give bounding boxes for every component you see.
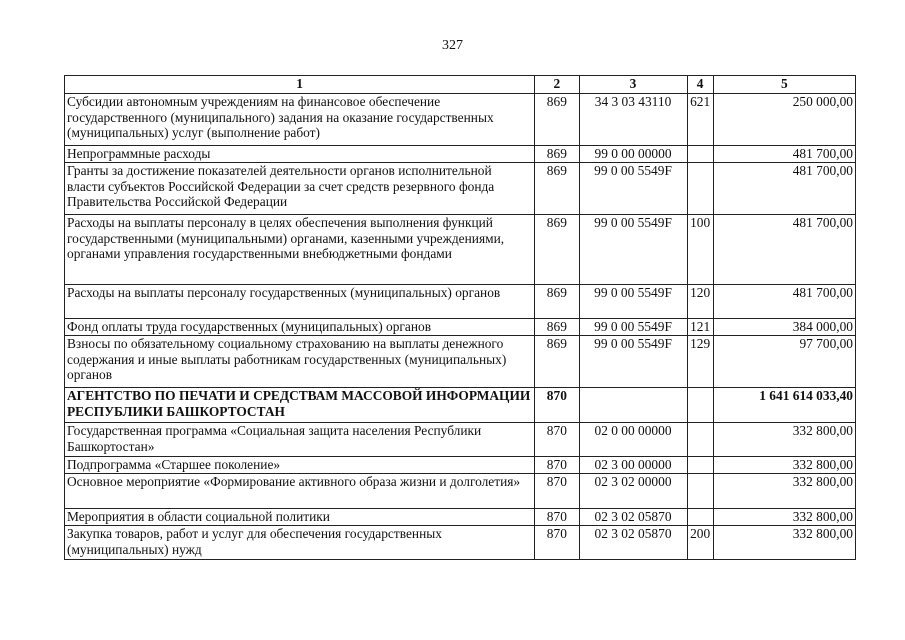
cell-sum: 481 700,00 (713, 146, 855, 163)
cell-type: 129 (687, 336, 713, 388)
cell-sum: 1 641 614 033,40 (713, 388, 855, 423)
cell-csr: 02 0 00 00000 (579, 423, 687, 457)
cell-code: 869 (535, 285, 579, 319)
cell-sum: 384 000,00 (713, 319, 855, 336)
cell-type: 121 (687, 319, 713, 336)
cell-sum: 332 800,00 (713, 526, 855, 560)
cell-sum: 250 000,00 (713, 94, 855, 146)
cell-code: 870 (535, 526, 579, 560)
cell-name: Закупка товаров, работ и услуг для обеспечения государственных (муниципальных) нужд (65, 526, 535, 560)
cell-code: 869 (535, 94, 579, 146)
cell-type (687, 163, 713, 215)
budget-table (64, 75, 856, 560)
cell-csr: 99 0 00 5549F (579, 285, 687, 319)
header-col-name: 1 (65, 76, 535, 94)
cell-sum: 97 700,00 (713, 336, 855, 388)
cell-name: Расходы на выплаты персоналу в целях обеспечения выполнения функций государственными (муниципальными) органами, казенными учреждениями, органами управления государственными внебюджетными фондами (65, 215, 535, 285)
cell-csr: 99 0 00 5549F (579, 163, 687, 215)
cell-csr: 99 0 00 5549F (579, 215, 687, 285)
header-col-csr: 3 (579, 76, 687, 94)
cell-csr: 02 3 02 05870 (579, 509, 687, 526)
cell-code: 870 (535, 509, 579, 526)
table-row (65, 146, 856, 163)
cell-code: 870 (535, 388, 579, 423)
cell-code: 870 (535, 474, 579, 509)
cell-csr: 02 3 02 00000 (579, 474, 687, 509)
cell-code: 869 (535, 146, 579, 163)
cell-code: 870 (535, 423, 579, 457)
cell-type (687, 509, 713, 526)
header-col-type: 4 (687, 76, 713, 94)
cell-name: АГЕНТСТВО ПО ПЕЧАТИ И СРЕДСТВАМ МАССОВОЙ ИНФОРМАЦИИ РЕСПУБЛИКИ БАШКОРТОСТАН (65, 388, 535, 423)
cell-sum: 332 800,00 (713, 423, 855, 457)
cell-csr: 99 0 00 5549F (579, 319, 687, 336)
cell-csr (579, 388, 687, 423)
cell-type (687, 146, 713, 163)
cell-code: 869 (535, 319, 579, 336)
cell-code: 870 (535, 457, 579, 474)
table-row (65, 423, 856, 457)
cell-sum: 332 800,00 (713, 509, 855, 526)
cell-name: Мероприятия в области социальной политики (65, 509, 535, 526)
cell-code: 869 (535, 336, 579, 388)
table-row (65, 94, 856, 146)
cell-csr: 02 3 00 00000 (579, 457, 687, 474)
table-row (65, 319, 856, 336)
header-col-sum: 5 (713, 76, 855, 94)
cell-name: Непрограммные расходы (65, 146, 535, 163)
cell-name: Гранты за достижение показателей деятельности органов исполнительной власти субъектов Российской Федерации за счет средств резервного фонда Правительства Российской Федерации (65, 163, 535, 215)
page-number: 327 (442, 38, 463, 53)
cell-type: 200 (687, 526, 713, 560)
table-row (65, 285, 856, 319)
table-row (65, 336, 856, 388)
table-row-agency (65, 388, 856, 423)
cell-csr: 34 3 03 43110 (579, 94, 687, 146)
cell-name: Государственная программа «Социальная защита населения Республики Башкортостан» (65, 423, 535, 457)
cell-name: Основное мероприятие «Формирование активного образа жизни и долголетия» (65, 474, 535, 509)
cell-code: 869 (535, 215, 579, 285)
table-row (65, 163, 856, 215)
cell-name: Субсидии автономным учреждениям на финансовое обеспечение государственного (муниципального) задания на оказание государственных (муниципальных) услуг (выполнение работ) (65, 94, 535, 146)
table-row (65, 474, 856, 509)
cell-name: Подпрограмма «Старшее поколение» (65, 457, 535, 474)
cell-name: Взносы по обязательному социальному страхованию на выплаты денежного содержания и иные выплаты работникам государственных (муниципальных) органов (65, 336, 535, 388)
cell-sum: 481 700,00 (713, 163, 855, 215)
cell-csr: 02 3 02 05870 (579, 526, 687, 560)
table-row (65, 457, 856, 474)
cell-type: 621 (687, 94, 713, 146)
cell-type: 100 (687, 215, 713, 285)
cell-code: 869 (535, 163, 579, 215)
cell-csr: 99 0 00 00000 (579, 146, 687, 163)
table-row (65, 509, 856, 526)
table-row (65, 526, 856, 560)
cell-sum: 332 800,00 (713, 457, 855, 474)
cell-sum: 481 700,00 (713, 215, 855, 285)
cell-type: 120 (687, 285, 713, 319)
table-header-row (65, 76, 856, 94)
cell-sum: 481 700,00 (713, 285, 855, 319)
cell-type (687, 423, 713, 457)
cell-name: Расходы на выплаты персоналу государственных (муниципальных) органов (65, 285, 535, 319)
cell-sum: 332 800,00 (713, 474, 855, 509)
cell-type (687, 388, 713, 423)
table-row (65, 215, 856, 285)
cell-name: Фонд оплаты труда государственных (муниципальных) органов (65, 319, 535, 336)
cell-csr: 99 0 00 5549F (579, 336, 687, 388)
cell-type (687, 474, 713, 509)
cell-type (687, 457, 713, 474)
header-col-code: 2 (535, 76, 579, 94)
